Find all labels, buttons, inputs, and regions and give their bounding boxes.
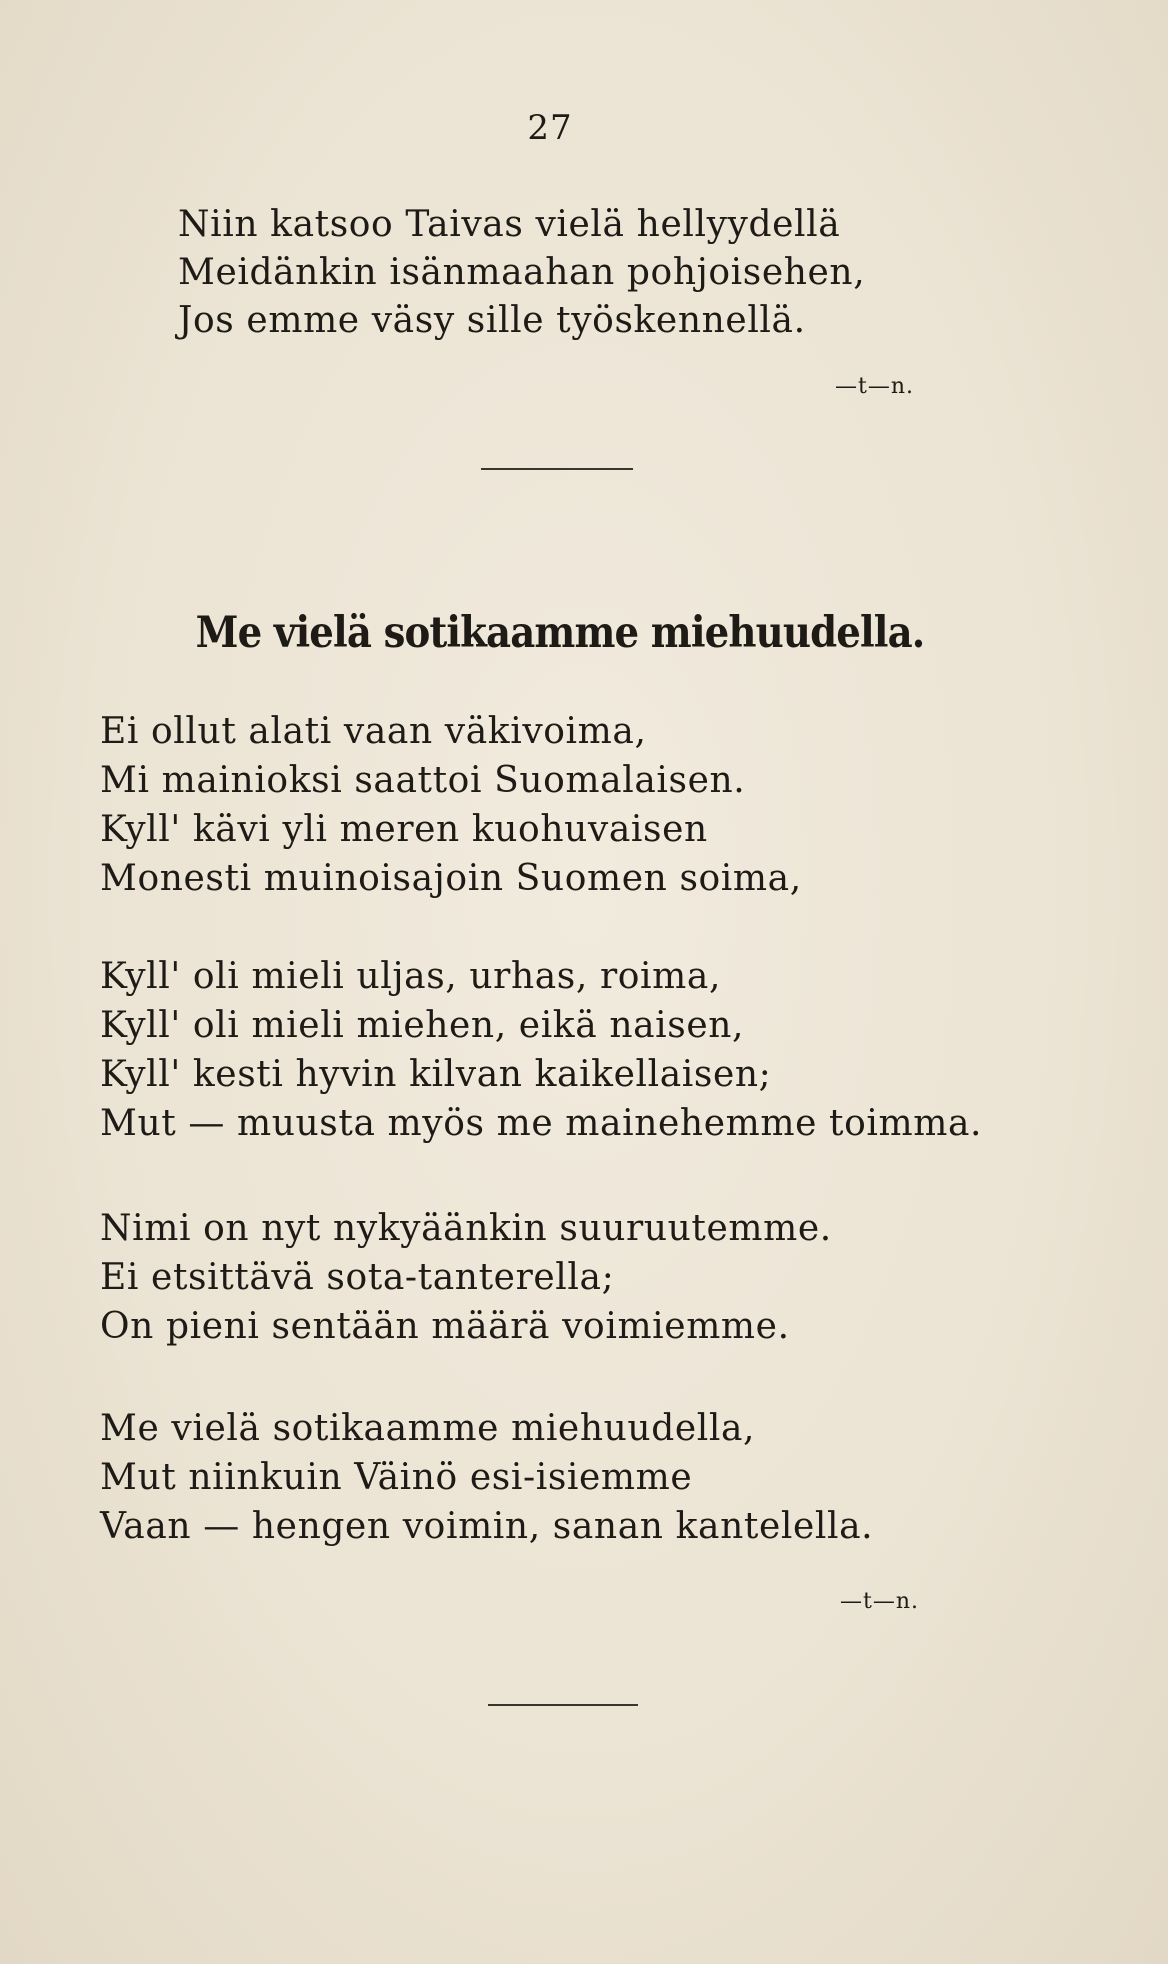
verse-line: Ei etsittävä sota-tanterella;: [100, 1257, 615, 1298]
verse-line: Monesti muinoisajoin Suomen soima,: [100, 858, 802, 899]
verse-line: Meidänkin isänmaahan pohjoisehen,: [178, 252, 866, 293]
verse-line: Vaan — hengen voimin, sanan kantelella.: [100, 1506, 874, 1547]
verse-line: Jos emme väsy sille työskennellä.: [178, 300, 806, 341]
verse-line: Nimi on nyt nykyäänkin suuruutemme.: [100, 1208, 832, 1249]
verse-line: Mut niinkuin Väinö esi-isiemme: [100, 1457, 693, 1498]
verse-line: Me vielä sotikaamme miehuudella,: [100, 1408, 756, 1449]
verse-line: Kyll' kävi yli meren kuohuvaisen: [100, 809, 708, 850]
page-number: 27: [527, 108, 573, 148]
author-signature: —t—n.: [835, 374, 915, 399]
poem-stanza: [100, 1204, 832, 1351]
verse-line: Kyll' kesti hyvin kilvan kaikellaisen;: [100, 1054, 772, 1095]
author-signature: —t—n.: [840, 1589, 920, 1614]
poem-stanza: [100, 707, 802, 903]
section-divider: [488, 1704, 638, 1706]
top-fragment-stanza: [178, 201, 865, 345]
section-divider: [481, 468, 633, 470]
verse-line: Kyll' oli mieli miehen, eikä naisen,: [100, 1005, 745, 1046]
verse-line: Niin katsoo Taivas vielä hellyydellä: [178, 204, 841, 245]
verse-line: Ei ollut alati vaan väkivoima,: [100, 711, 647, 752]
verse-line: On pieni sentään määrä voimiemme.: [100, 1306, 790, 1347]
poem-title: Me vielä sotikaamme miehuudella.: [195, 608, 925, 658]
verse-line: Kyll' oli mieli uljas, urhas, roima,: [100, 956, 721, 997]
verse-line: Mut — muusta myös me mainehemme toimma.: [100, 1103, 983, 1144]
poem-stanza: [100, 1404, 873, 1551]
poem-stanza: [100, 952, 982, 1148]
verse-line: Mi mainioksi saattoi Suomalaisen.: [100, 760, 746, 801]
